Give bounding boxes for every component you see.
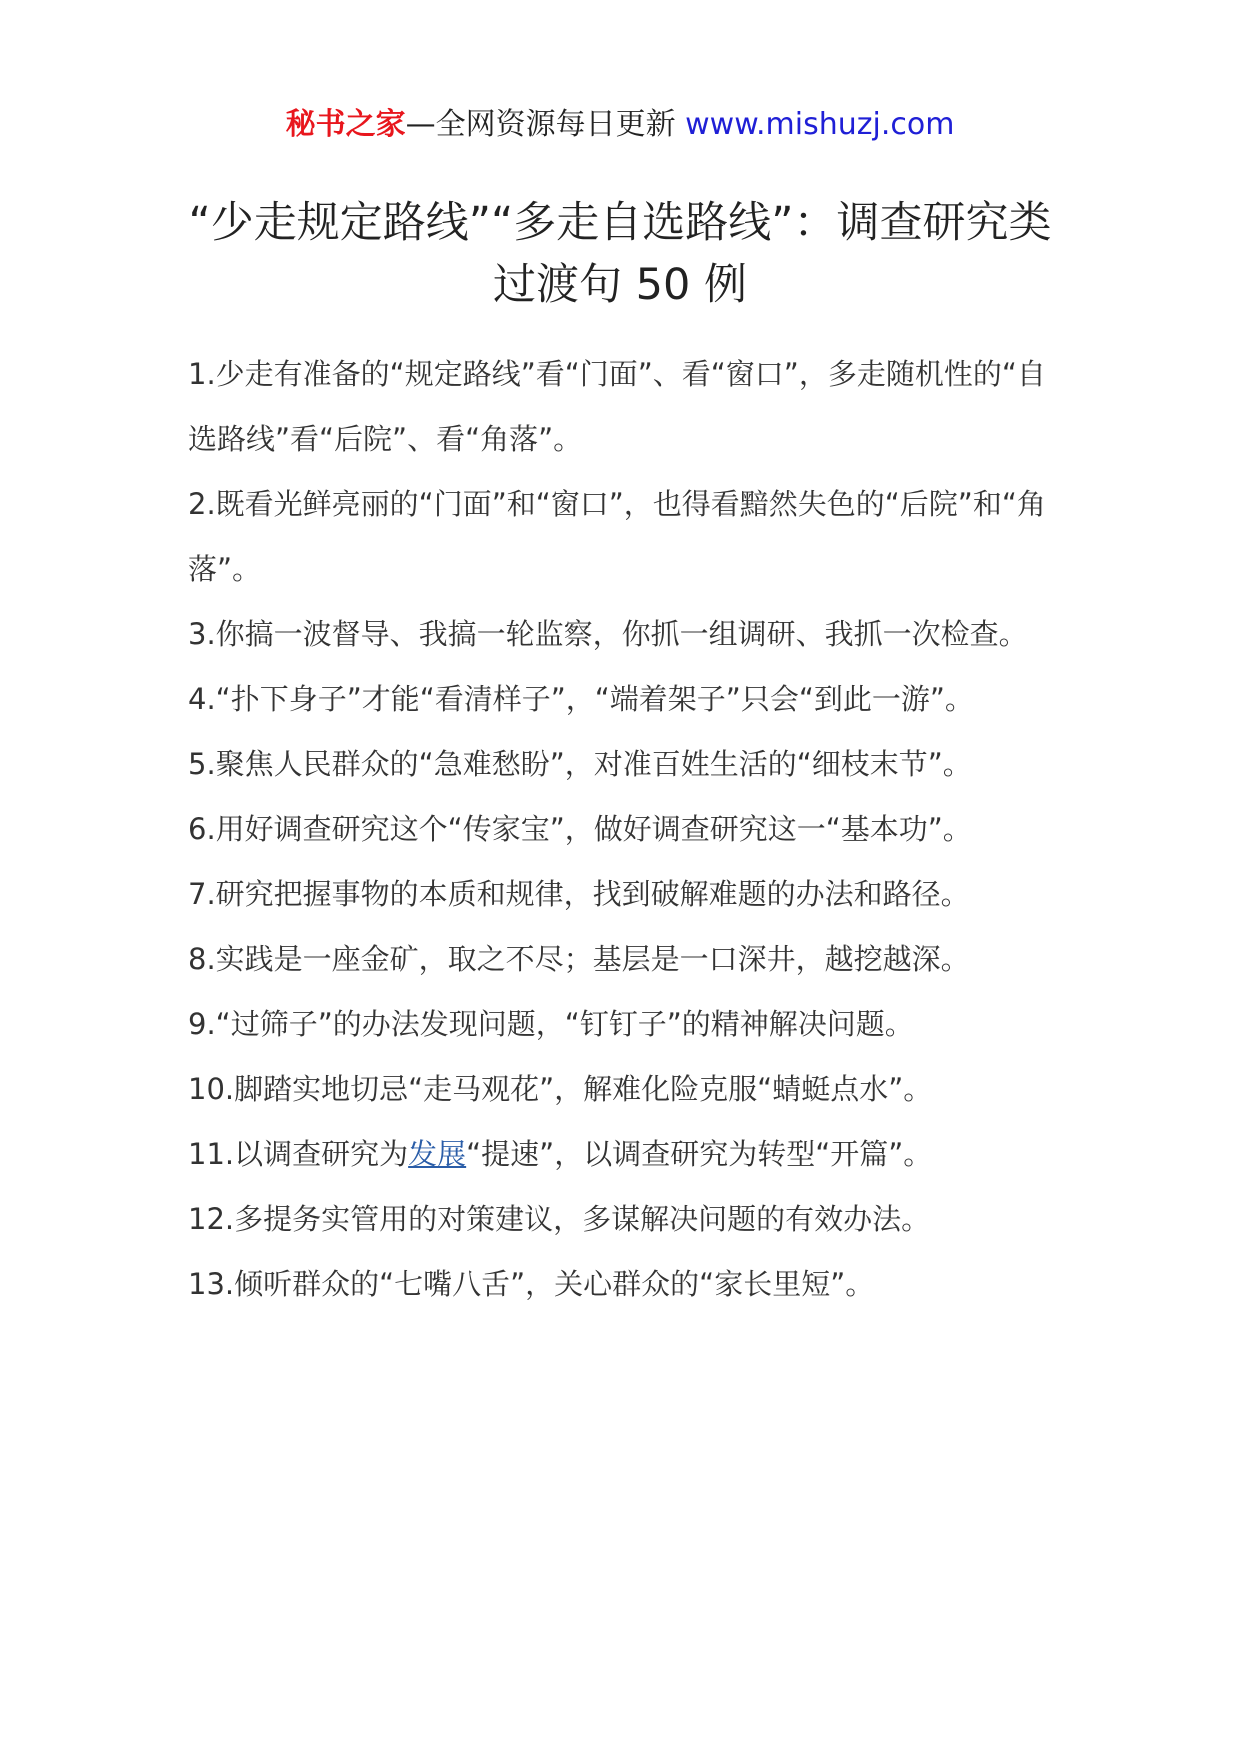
list-item — [188, 1122, 1048, 1187]
list-item: 13.倾听群众的“七嘴八舌”，关心群众的“家长里短”。 — [188, 1267, 875, 1301]
list-item: 3.你搞一波督导、我搞一轮监察，你抓一组调研、我抓一次检查。 — [188, 617, 1028, 651]
list-item: 9.“过筛子”的办法发现问题，“钉钉子”的精神解决问题。 — [188, 1007, 914, 1041]
list-item: 2.既看光鲜亮丽的“门面”和“窗口”，也得看黯然失色的“后院”和“角落”。 — [188, 487, 1046, 586]
list-item: 8.实践是一座金矿，取之不尽；基层是一口深井，越挖越深。 — [188, 942, 970, 976]
list-item: 12.多提务实管用的对策建议，多谋解决问题的有效办法。 — [188, 1202, 931, 1236]
list-item: 5.聚焦人民群众的“急难愁盼”，对准百姓生活的“细枝末节”。 — [188, 747, 972, 781]
header-tagline: —全网资源每日更新 — [405, 107, 686, 142]
list-item: 10.脚踏实地切忌“走马观花”，解难化险克服“蜻蜓点水”。 — [188, 1072, 933, 1106]
development-link[interactable]: 发展 — [408, 1137, 467, 1171]
list-item: 4.“扑下身子”才能“看清样子”，“端着架子”只会“到此一游”。 — [188, 682, 974, 716]
transition-sentence-list — [188, 342, 1048, 1317]
list-item: 1.少走有准备的“规定路线”看“门面”、看“窗口”，多走随机性的“自选路线”看“后院”、看“角落”。 — [188, 357, 1046, 456]
site-header — [0, 100, 1240, 150]
list-item: 7.研究把握事物的本质和规律，找到破解难题的办法和路径。 — [188, 877, 970, 911]
brand-name: 秘书之家 — [285, 107, 406, 142]
list-item-text-before: 11.以调查研究为 — [188, 1137, 409, 1171]
page-title: “少走规定路线”“多走自选路线”：调查研究类过渡句 50 例 — [188, 198, 1052, 310]
site-url-link[interactable]: www.mishuzj.com — [685, 107, 955, 142]
list-item: 6.用好调查研究这个“传家宝”，做好调查研究这一“基本功”。 — [188, 812, 972, 846]
list-item-text-after: “提速”，以调查研究为转型“开篇”。 — [466, 1137, 933, 1171]
